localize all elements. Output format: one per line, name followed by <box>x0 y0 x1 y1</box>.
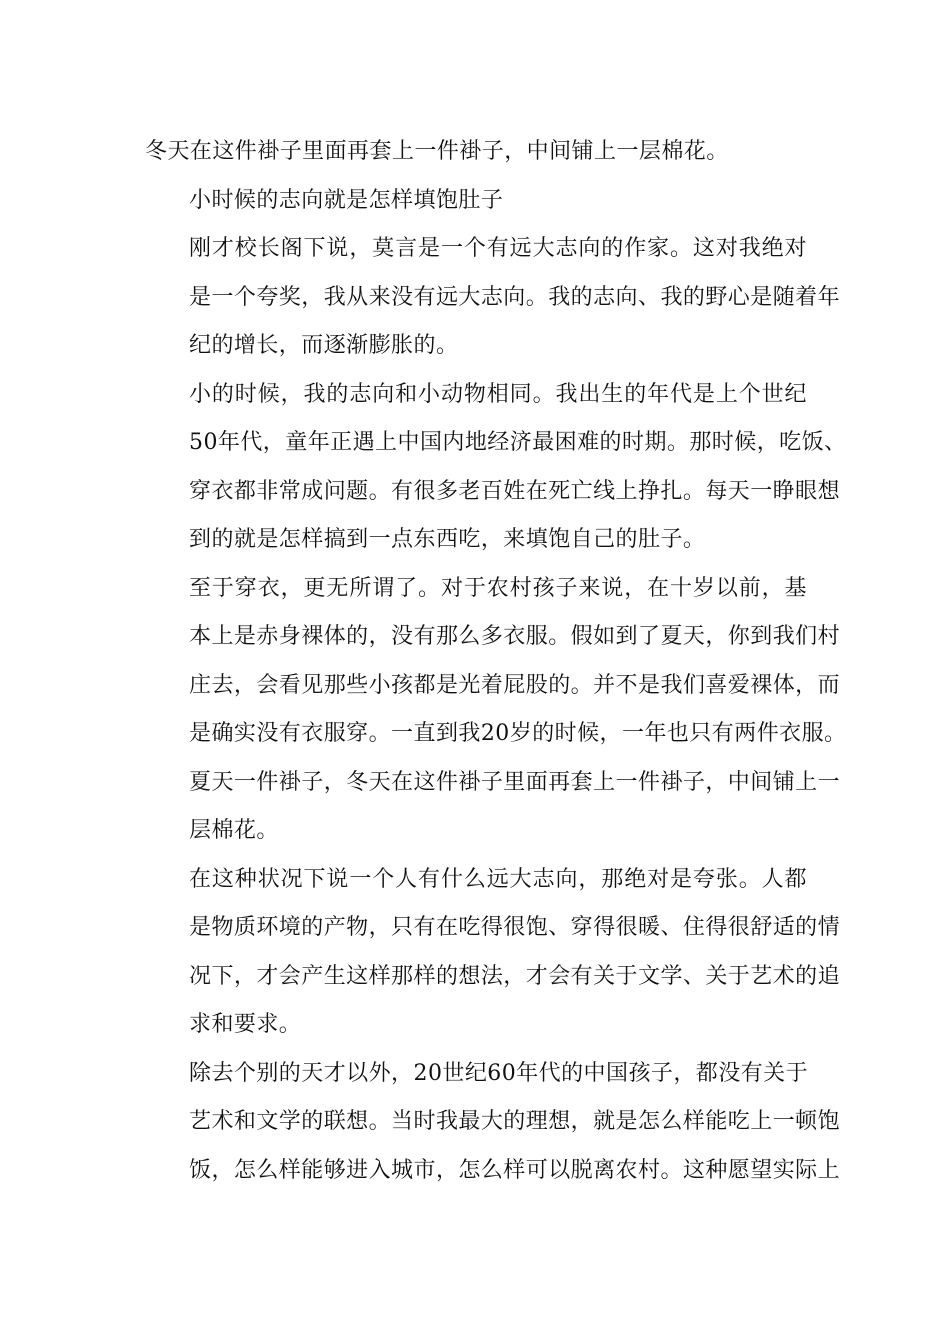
text-line: 层棉花。 <box>189 818 279 843</box>
text-line: 庄去，会看见那些小孩都是光着屁股的。并不是我们喜爱裸体，而 <box>189 672 841 698</box>
text-line: 在这种状况下说一个人有什么远大志向，那绝对是夸张。人都 <box>189 866 807 892</box>
text-line: 是确实没有衣服穿。一直到我20岁的时候，一年也只有两件衣服。 <box>189 721 847 746</box>
text-line: 夏天一件褂子，冬天在这件褂子里面再套上一件褂子，中间铺上一 <box>189 769 841 795</box>
text-line: 本上是赤身裸体的，没有那么多衣服。假如到了夏天，你到我们村 <box>189 624 841 649</box>
text-line: 纪的增长，而逐渐膨胀的。 <box>189 333 459 358</box>
text-line: 刚才校长阁下说，莫言是一个有远大志向的作家。这对我绝对 <box>189 236 807 261</box>
text-line: 穿衣都非常成问题。有很多老百姓在死亡线上挣扎。每天一睁眼想 <box>189 478 841 504</box>
text-line: 艺术和文学的联想。当时我最大的理想，就是怎么样能吃上一顿饱 <box>189 1109 841 1134</box>
paragraph-6 <box>145 856 841 1050</box>
paragraph-3 <box>145 225 841 371</box>
text-line: 小时候的志向就是怎样填饱肚子 <box>189 187 504 213</box>
paragraph-4 <box>145 371 847 565</box>
text-line: 况下，才会产生这样那样的想法，才会有关于文学、关于艺术的追 <box>189 963 841 989</box>
text-line: 求和要求。 <box>189 1012 302 1037</box>
text-line: 至于穿衣，更无所谓了。对于农村孩子来说，在十岁以前，基 <box>189 575 807 601</box>
paragraph-1 <box>145 128 807 177</box>
section-heading <box>145 177 807 226</box>
text-line: 50年代，童年正遇上中国内地经济最困难的时期。那时候，吃饭、 <box>189 430 847 455</box>
text-line: 是物质环境的产物，只有在吃得很饱、穿得很暖、住得很舒适的情 <box>189 915 841 940</box>
paragraph-5 <box>145 565 847 856</box>
text-line: 小的时候，我的志向和小动物相同。我出生的年代是上个世纪 <box>189 381 807 407</box>
text-line: 到的就是怎样搞到一点东西吃，来填饱自己的肚子。 <box>189 527 706 552</box>
text-line: 冬天在这件褂子里面再套上一件褂子，中间铺上一层棉花。 <box>145 139 729 164</box>
document-body <box>145 128 847 1195</box>
text-line: 除去个别的天才以外，20世纪60年代的中国孩子，都没有关于 <box>189 1060 809 1086</box>
text-line: 饭，怎么样能够进入城市，怎么样可以脱离农村。这种愿望实际上 <box>189 1157 841 1183</box>
text-line: 是一个夸奖，我从来没有远大志向。我的志向、我的野心是随着年 <box>189 284 841 310</box>
paragraph-7 <box>145 1050 841 1196</box>
